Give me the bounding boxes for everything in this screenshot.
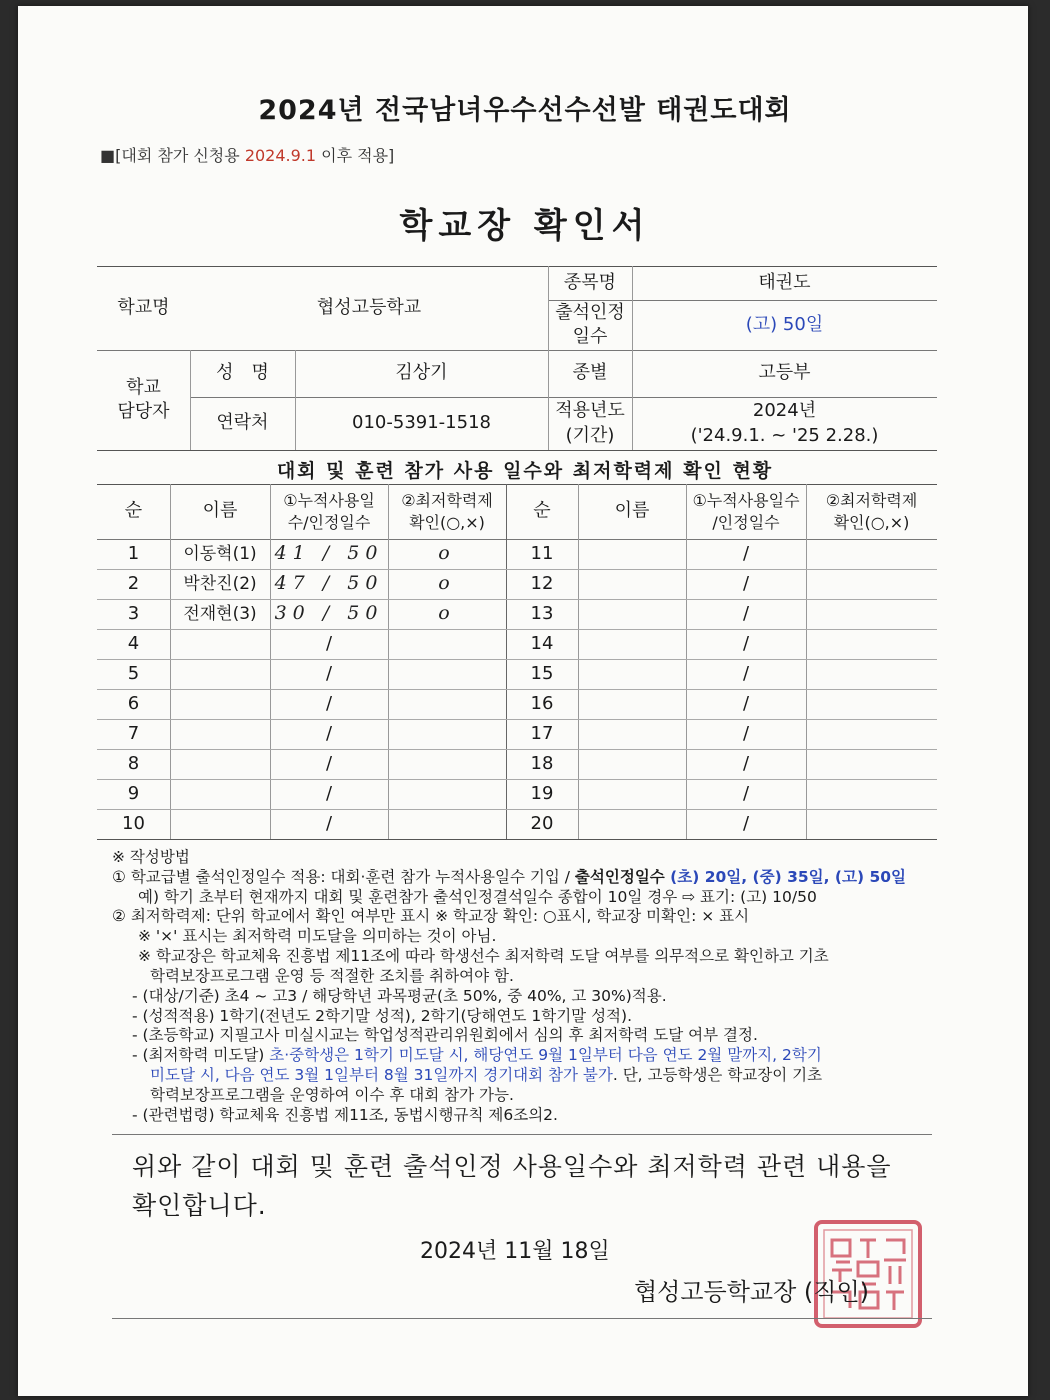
note-1: ① 학교급별 출석인정일수 적용: 대회·훈련 참가 누적사용일수 기입 / 출석인정일수 (초) 20일, (중) 35일, (고) 50일 bbox=[112, 867, 906, 886]
row-no: 4 bbox=[127, 632, 140, 654]
row-no: 13 bbox=[530, 602, 554, 624]
header-name: 이름 bbox=[202, 500, 238, 522]
academic-check bbox=[388, 629, 506, 659]
notes-heading: ※ 작성방법 bbox=[112, 848, 190, 866]
header-academic-2: ②최저학력제 확인(○,×) bbox=[825, 490, 918, 532]
year-value: 2024년 ('24.9.1. ~ '25 2.28.) bbox=[690, 400, 879, 446]
academic-check bbox=[388, 659, 506, 689]
academic-check bbox=[388, 779, 506, 809]
academic-check bbox=[806, 719, 937, 749]
student-name bbox=[170, 659, 270, 689]
row-no: 16 bbox=[530, 692, 554, 714]
attendance-label: 출석인정 일수 bbox=[555, 301, 625, 347]
student-name bbox=[170, 719, 270, 749]
detail-5: - (관련법령) 학교체육 진흥법 제11조, 동법시행규칙 제6조의2. bbox=[132, 1105, 558, 1124]
student-name bbox=[170, 689, 270, 719]
student-name bbox=[578, 689, 686, 719]
student-name bbox=[578, 749, 686, 779]
row-no: 17 bbox=[530, 722, 554, 744]
header-days: ①누적사용일 수/인정일수 bbox=[283, 490, 375, 532]
event-title: 2024년 전국남녀우수선수선발 태권도대회 bbox=[258, 95, 792, 126]
notice-line: ■[대회 참가 신청용 2024.9.1 이후 적용] bbox=[100, 146, 395, 165]
academic-check bbox=[388, 689, 506, 719]
school-value: 협성고등학교 bbox=[316, 296, 422, 318]
writing-instructions bbox=[112, 848, 942, 1126]
days-used: / bbox=[742, 812, 750, 834]
note-2-b: ※ 학교장은 학교체육 진흥법 제11조에 따라 학생선수 최저학력 도달 여부를 의무적으로 확인하고 기초 bbox=[138, 947, 829, 966]
contact-label: 연락처 bbox=[216, 412, 269, 434]
header-days-2: ①누적사용일수 /인정일수 bbox=[692, 490, 800, 532]
row-no: 7 bbox=[127, 722, 140, 744]
detail-2: - (성적적용) 1학기(전년도 2학기말 성적), 2학기(당해연도 1학기말 성적). bbox=[132, 1006, 632, 1025]
academic-check bbox=[806, 749, 937, 779]
header-name-2: 이름 bbox=[614, 500, 650, 522]
row-no: 2 bbox=[127, 572, 140, 594]
category-value: 고등부 bbox=[758, 362, 811, 384]
student-name bbox=[578, 629, 686, 659]
student-name bbox=[578, 809, 686, 839]
academic-check bbox=[806, 689, 937, 719]
note-2-a: ※ '×' 표시는 최저학력 미도달을 의미하는 것이 아님. bbox=[138, 927, 497, 946]
row-no: 9 bbox=[127, 782, 140, 804]
issue-date: 2024년 11월 18일 bbox=[420, 1239, 610, 1264]
header-no-2: 순 bbox=[533, 500, 551, 522]
document-title: 학교장 확인서 bbox=[399, 206, 651, 246]
days-used: 41 / 50 bbox=[274, 542, 384, 565]
academic-check: o bbox=[438, 542, 456, 565]
days-used: / bbox=[325, 752, 333, 774]
row-no: 12 bbox=[530, 572, 554, 594]
student-name bbox=[578, 659, 686, 689]
row-no: 5 bbox=[127, 662, 140, 684]
days-used: 30 / 50 bbox=[274, 602, 384, 625]
row-no: 10 bbox=[122, 812, 145, 834]
manager-label: 학교 담당자 bbox=[117, 376, 170, 422]
student-name bbox=[170, 779, 270, 809]
confirmation-statement: 위와 같이 대회 및 훈련 출석인정 사용일수와 최저학력 관련 내용을 확인합니다. bbox=[132, 1152, 892, 1220]
academic-check bbox=[806, 569, 937, 599]
academic-check: o bbox=[438, 572, 456, 595]
student-name bbox=[170, 749, 270, 779]
academic-check bbox=[388, 809, 506, 839]
signer-name: 협성고등학교장 (직인) bbox=[634, 1278, 870, 1306]
student-name: 전재현(3) bbox=[183, 603, 257, 624]
header-academic: ②최저학력제 확인(○,×) bbox=[401, 490, 493, 532]
academic-check bbox=[806, 809, 937, 839]
days-used: 47 / 50 bbox=[274, 572, 384, 595]
days-used: / bbox=[742, 722, 750, 744]
school-label: 학교명 bbox=[117, 296, 170, 318]
student-name bbox=[578, 779, 686, 809]
days-used: / bbox=[742, 542, 750, 564]
academic-check bbox=[388, 749, 506, 779]
student-name: 박찬진(2) bbox=[183, 573, 257, 594]
row-no: 1 bbox=[127, 542, 140, 564]
student-name bbox=[578, 569, 686, 599]
days-used: / bbox=[742, 632, 750, 654]
row-no: 14 bbox=[530, 632, 554, 654]
detail-4: - (최저학력 미도달) 초·중학생은 1학기 미도달 시, 해당연도 9월 1일부터 다음 연도 2월 말까지, 2학기 bbox=[132, 1046, 822, 1065]
row-no: 6 bbox=[127, 692, 140, 714]
detail-4-cont-2: 학력보장프로그램을 운영하여 이수 후 대회 참가 가능. bbox=[150, 1085, 514, 1104]
days-used: / bbox=[325, 632, 333, 654]
row-no: 3 bbox=[127, 602, 140, 624]
academic-check bbox=[806, 629, 937, 659]
note-2-c: 학력보장프로그램 운영 등 적절한 조치를 취하여야 함. bbox=[150, 966, 514, 985]
academic-check bbox=[388, 719, 506, 749]
row-no: 11 bbox=[530, 542, 554, 564]
row-no: 18 bbox=[530, 752, 554, 774]
student-name bbox=[170, 629, 270, 659]
academic-check bbox=[806, 599, 937, 629]
detail-1: - (대상/기준) 초4 ~ 고3 / 해당학년 과목평균(초 50%, 중 40%, 고 30%)적용. bbox=[132, 986, 667, 1005]
row-no: 19 bbox=[530, 782, 554, 804]
event-label: 종목명 bbox=[563, 271, 617, 293]
student-name bbox=[578, 599, 686, 629]
row-no: 15 bbox=[530, 662, 554, 684]
days-used: / bbox=[742, 602, 750, 624]
event-value: 태권도 bbox=[758, 271, 811, 293]
days-used: / bbox=[742, 752, 750, 774]
days-used: / bbox=[742, 782, 750, 804]
contact-value: 010-5391-1518 bbox=[352, 412, 491, 434]
academic-check bbox=[806, 779, 937, 809]
days-used: / bbox=[325, 782, 333, 804]
student-name: 이동혁(1) bbox=[183, 543, 257, 564]
days-used: / bbox=[325, 812, 333, 834]
note-1-example: 예) 학기 초부터 현재까지 대회 및 훈련참가 출석인정결석일수 종합이 10일 경우 ⇨ 표기: (고) 10/50 bbox=[138, 887, 817, 906]
detail-3: - (초등학교) 지필고사 미실시교는 학업성적관리위원회에서 심의 후 최저학력 도달 여부 결정. bbox=[132, 1026, 758, 1045]
name-label: 성 명 bbox=[216, 362, 269, 384]
category-label: 종별 bbox=[572, 362, 608, 384]
attendance-value: (고) 50일 bbox=[745, 313, 824, 335]
days-used: / bbox=[325, 662, 333, 684]
academic-check bbox=[806, 659, 937, 689]
academic-check: o bbox=[438, 602, 456, 625]
note-2: ② 최저학력제: 단위 학교에서 확인 여부만 표시 ※ 학교장 확인: ○표시, 학교장 미확인: × 표시 bbox=[112, 907, 750, 926]
student-name bbox=[578, 719, 686, 749]
row-no: 8 bbox=[127, 752, 140, 774]
detail-4-cont: 미도달 시, 다음 연도 3월 1일부터 8월 31일까지 경기대회 참가 불가. 단, 고등학생은 학교장이 기초 bbox=[150, 1066, 823, 1085]
row-no: 20 bbox=[530, 812, 554, 834]
days-used: / bbox=[742, 572, 750, 594]
student-name bbox=[170, 809, 270, 839]
header-no: 순 bbox=[124, 500, 143, 522]
status-title: 대회 및 훈련 참가 사용 일수와 최저학력제 확인 현황 bbox=[276, 460, 774, 482]
days-used: / bbox=[325, 692, 333, 714]
days-used: / bbox=[742, 692, 750, 714]
days-used: / bbox=[325, 722, 333, 744]
year-label: 적용년도 (기간) bbox=[555, 400, 625, 446]
academic-check bbox=[806, 539, 937, 569]
student-name bbox=[578, 539, 686, 569]
name-value: 김상기 bbox=[395, 362, 448, 384]
days-used: / bbox=[742, 662, 750, 684]
